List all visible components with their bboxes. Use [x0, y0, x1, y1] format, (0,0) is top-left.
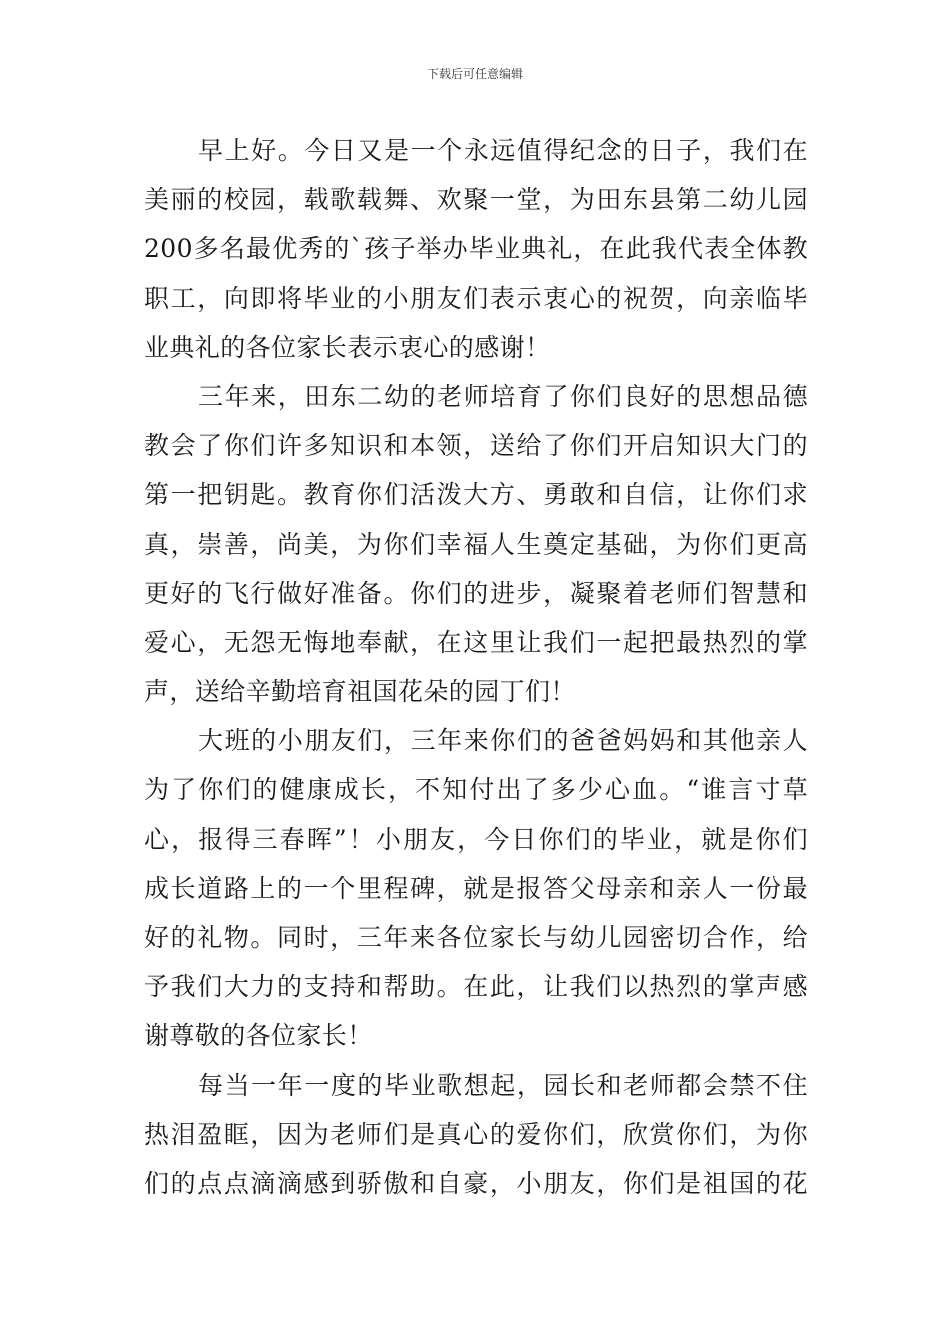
text-line: 爱心，无怨无悔地奉献，在这里让我们一起把最热烈的掌	[144, 627, 808, 657]
text-line: 们的点点滴滴感到骄傲和自豪，小朋友，你们是祖国的花	[144, 1168, 808, 1198]
text-line: 三年来，田东二幼的老师培育了你们良好的思想品德	[198, 381, 808, 411]
text-line: 每当一年一度的毕业歌想起，园长和老师都会禁不住	[198, 1070, 808, 1100]
text-line: 教会了你们许多知识和本领，送给了你们开启知识大门的	[144, 431, 808, 461]
text-line: 更好的飞行做好准备。你们的进步，凝聚着老师们智慧和	[144, 578, 808, 608]
text-line: 声，送给辛勤培育祖国花朵的园丁们！	[144, 677, 576, 707]
text-line: 热泪盈眶，因为老师们是真心的爱你们，欣赏你们，为你	[144, 1119, 808, 1149]
text-line: 职工，向即将毕业的小朋友们表示衷心的祝贺，向亲临毕	[144, 283, 808, 313]
page-header: 下载后可任意编辑	[426, 67, 523, 81]
text-line: 大班的小朋友们，三年来你们的爸爸妈妈和其他亲人	[198, 726, 808, 756]
text-line: 心，报得三春晖”！小朋友，今日你们的毕业，就是你们	[144, 824, 808, 854]
text-line: 业典礼的各位家长表示衷心的感谢！	[144, 332, 551, 362]
document-body	[144, 126, 808, 1208]
text-line: 美丽的校园，载歌载舞、欢聚一堂，为田东县第二幼儿园	[144, 185, 808, 215]
text-line: 200多名最优秀的`孩子举办毕业典礼，在此我代表全体教	[144, 234, 808, 264]
text-line: 成长道路上的一个里程碑，就是报答父母亲和亲人一份最	[144, 873, 808, 903]
text-line: 予我们大力的支持和帮助。在此，让我们以热烈的掌声感	[144, 972, 808, 1002]
text-line: 为了你们的健康成长，不知付出了多少心血。“谁言寸草	[144, 775, 808, 805]
text-line: 好的礼物。同时，三年来各位家长与幼儿园密切合作，给	[144, 923, 808, 952]
text-line: 第一把钥匙。教育你们活泼大方、勇敢和自信，让你们求	[144, 480, 808, 510]
text-line: 早上好。今日又是一个永远值得纪念的日子，我们在	[198, 136, 808, 165]
text-line: 真，崇善，尚美，为你们幸福人生奠定基础，为你们更高	[144, 529, 808, 559]
text-line: 谢尊敬的各位家长！	[144, 1021, 373, 1051]
